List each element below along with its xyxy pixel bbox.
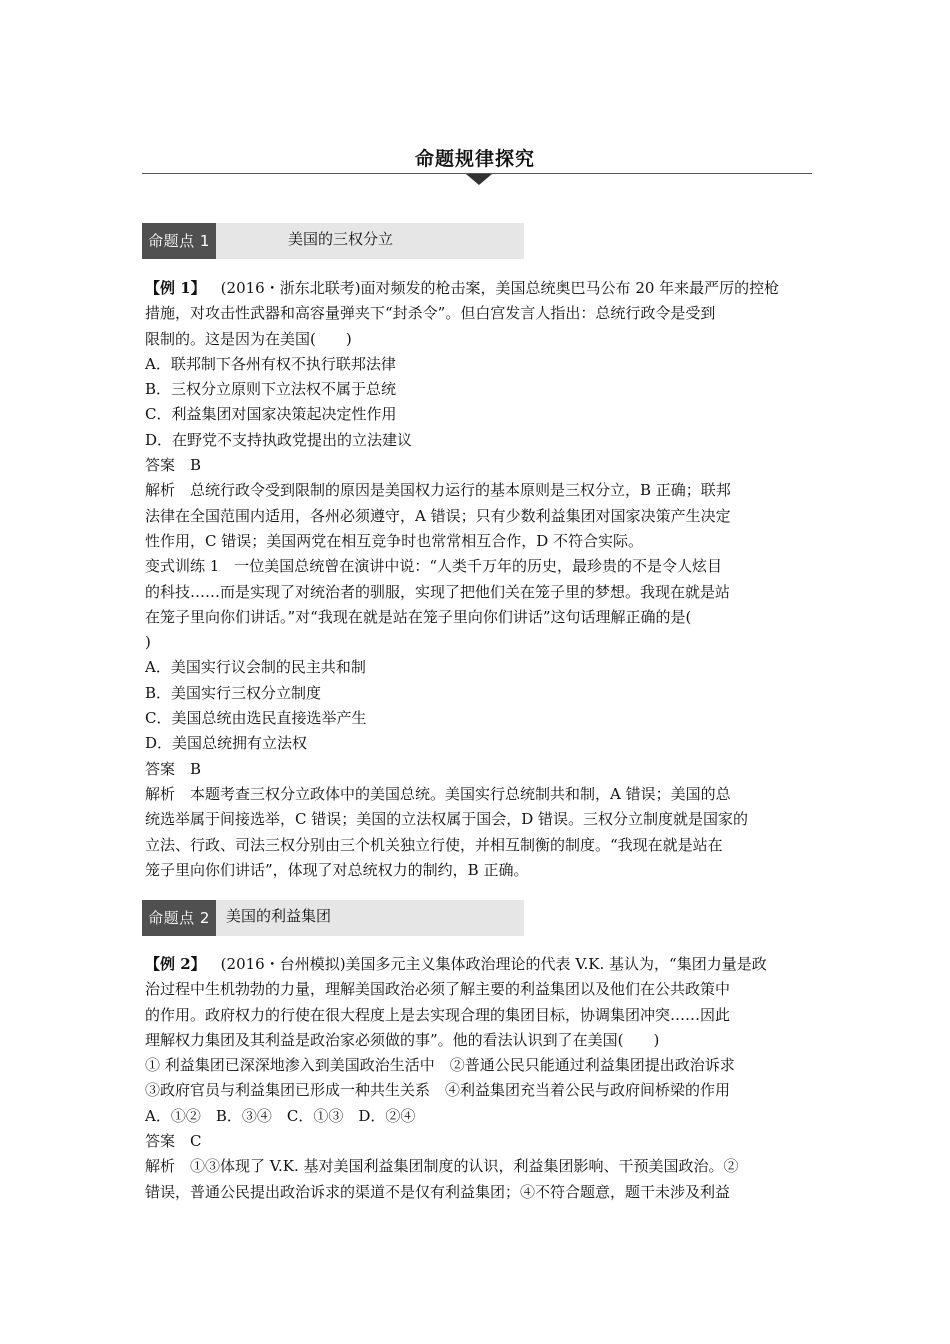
page-title: 命题规律探究 [414,148,535,170]
analysis-line: 解析 ①③体现了 V.K. 基对美国利益集团制度的认识，利益集团影响、干预美国政治。② [145,1157,739,1176]
title-arrow-marker [466,174,492,185]
section-title: 美国的三权分立 [288,230,394,248]
option-a: A．联邦制下各州有权不执行联邦法律 [145,354,396,373]
answer: 答案 C [145,1132,202,1151]
section-tag: 命题点 1 [142,223,216,259]
option-b: B．三权分立原则下立法权不属于总统 [145,380,397,399]
analysis-line: 统选举属于间接选举，C 错误；美国的立法权属于国会，D 错误。三权分立制度就是国家的 [145,810,749,829]
section-header-1 [142,223,524,259]
section-header-2 [142,900,524,936]
answer: 答案 B [145,759,202,778]
variant-stem-line: ) [145,633,151,652]
example-stem-line: 限制的。这是因为在美国( ) [145,329,352,348]
analysis-line: 解析 本题考查三权分立政体中的美国总统。美国实行总统制共和制，A 错误；美国的总 [145,784,731,803]
analysis-line: 法律在全国范围内适用，各州必须遵守，A 错误；只有少数利益集团对国家决策产生决定 [145,506,731,525]
option-b: B．美国实行三权分立制度 [145,683,322,702]
example-stem-line: 的作用。政府权力的行使在很大程度上是去实现合理的集团目标，协调集团冲突……因此 [145,1005,731,1024]
statement-line: ③政府官员与利益集团已形成一种共生关系 ④利益集团充当着公民与政府间桥梁的作用 [145,1081,731,1100]
analysis-line: 立法、行政、司法三权分别由三个机关独立行使，并相互制衡的制度。“我现在就是站在 [145,835,723,854]
analysis-line: 性作用，C 错误；美国两党在相互竞争时也常常相互合作，D 不符合实际。 [145,531,644,550]
section-tag: 命题点 2 [142,900,216,936]
variant-stem-line: 的科技……而是实现了对统治者的驯服，实现了把他们关在笼子里的梦想。我现在就是站 [145,582,731,601]
section-title: 美国的利益集团 [226,907,332,925]
section-2-body [145,952,810,1205]
variant-stem-line: 在笼子里向你们讲话。”对“我现在就是站在笼子里向你们讲话”这句话理解正确的是( [145,607,692,626]
variant-stem-line: 变式训练 1 一位美国总统曾在演讲中说：“人类千万年的历史，最珍贵的不是令人炫目 [145,557,722,576]
example-label: 【例 1】 [145,279,206,297]
option-d: D．在野党不支持执政党提出的立法建议 [145,430,413,449]
statement-line: ① 利益集团已深深地渗入到美国政治生活中 ②普通公民只能通过利益集团提出政治诉求 [145,1056,735,1075]
section-1-body [145,276,810,883]
option-c: C．利益集团对国家决策起决定性作用 [145,405,397,424]
example-label: 【例 2】 [145,955,206,973]
example-stem-line: 【例 1】 (2016・浙东北联考)面对频发的枪击案，美国总统奥巴马公布 20 年来最严厉的控枪 [145,279,780,297]
example-stem-line: 【例 2】 (2016・台州模拟)美国多元主义集体政治理论的代表 V.K. 基认为，“集团力量是政 [145,955,767,973]
analysis-line: 错误，普通公民提出政治诉求的渠道不是仅有利益集团；④不符合题意，题干未涉及利益 [145,1182,731,1201]
example-stem-line: 治过程中生机勃勃的力量，理解美国政治必须了解主要的利益集团以及他们在公共政策中 [145,980,731,999]
option-a: A．美国实行议会制的民主共和制 [145,658,366,677]
option-d: D．美国总统拥有立法权 [145,734,308,753]
analysis-line: 笼子里向你们讲话”，体现了对总统权力的制约，B 正确。 [145,860,529,879]
analysis-line: 解析 总统行政令受到限制的原因是美国权力运行的基本原则是三权分立，B 正确；联邦 [145,481,731,500]
answer: 答案 B [145,456,202,475]
choices-line: A．①② B．③④ C．①③ D．②④ [145,1106,416,1125]
example-stem-line: 措施，对攻击性武器和高容量弹夹下“封杀令”。但白宫发言人指出：总统行政令是受到 [145,304,716,323]
example-stem-line: 理解权力集团及其利益是政治家必须做的事”。他的看法认识到了在美国( ) [145,1030,660,1049]
option-c: C．美国总统由选民直接选举产生 [145,709,367,728]
